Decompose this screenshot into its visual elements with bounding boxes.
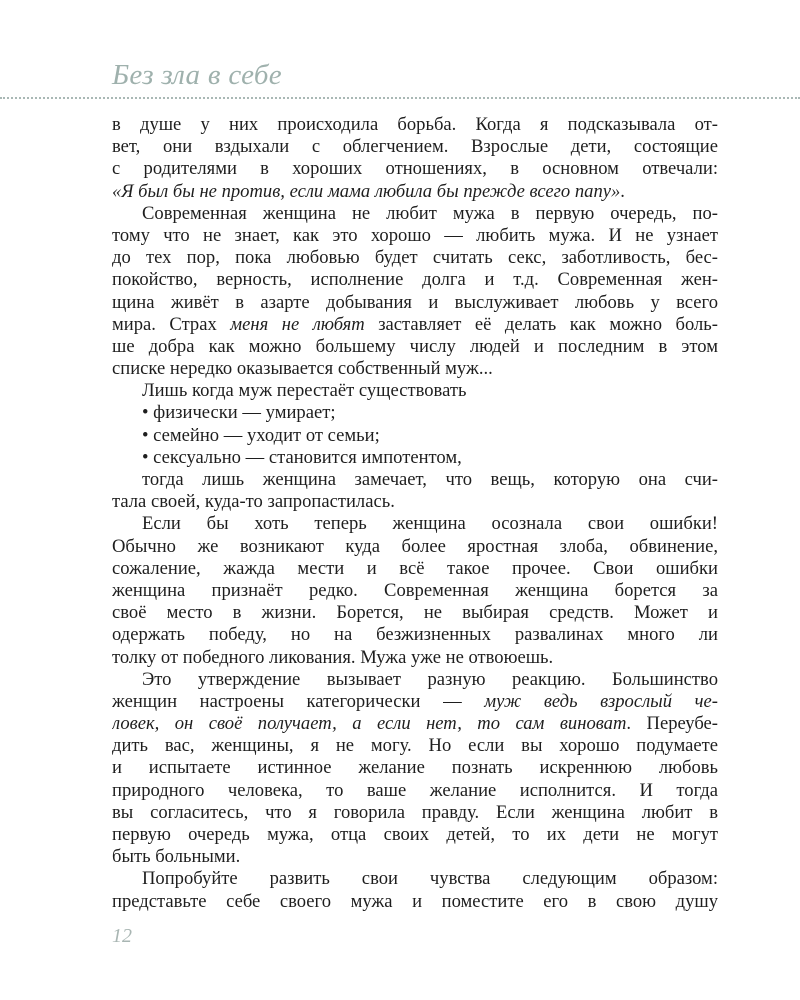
text-segment: тому что не знает, как это хорошо — любить мужа. И не узнает [112,224,718,246]
text-segment: женщина признаёт редко. Современная женщина борется за [112,579,718,601]
text-segment: Это утверждение вызывает разную реакцию. Большинство [142,668,718,690]
text-segment: представьте себе своего мужа и поместите его в свою душу [112,890,718,912]
dotted-divider [0,97,800,99]
page-number: 12 [112,925,132,947]
text-line [112,225,718,247]
text-segment: с родителями в хороших отношениях, в основном отвечали: [112,158,718,180]
text-segment: • сексуально — становится импотентом, [142,446,462,468]
text-line [112,802,718,824]
text-line [112,447,718,469]
text-line [112,602,718,624]
italic-text: муж ведь взрослый че- [484,690,718,712]
text-segment: толку от победного ликования. Мужа уже не отвоюешь. [112,646,554,668]
text-segment: списке нередко оказывается собственный муж... [112,358,493,380]
text-line [112,580,718,602]
text-segment: сожаление, жажда мести и всё такое прочее. Свои ошибки [112,557,718,579]
text-line [112,713,718,735]
text-line [112,269,718,291]
text-line [112,247,718,269]
text-segment: дить вас, женщины, я не могу. Но если вы хорошо подумаете [112,735,718,757]
body-text [112,114,718,913]
text-line [112,846,718,868]
text-segment: до тех пор, пока любовью будет считать секс, заботливость, бес- [112,247,718,269]
text-segment: в душе у них происходила борьба. Когда я подсказывала от- [112,114,718,135]
text-segment: • семейно — уходит от семьи; [142,424,380,446]
running-head-title: Без зла в себе [112,59,282,91]
text-line [112,380,718,402]
text-line [112,158,718,180]
text-segment: . Переубе- [626,713,718,735]
text-line [112,669,718,691]
text-line [112,891,718,913]
text-line [112,491,718,513]
text-line [112,757,718,779]
text-line [112,292,718,314]
italic-text: ловек, он своё получает, а если нет, то сам виноват [112,713,627,735]
text-line [112,314,718,336]
text-line [112,136,718,158]
text-segment: женщин настроены категорически — [112,690,485,712]
text-line [112,824,718,846]
text-segment: Попробуйте развить свои чувства следующим образом: [142,868,718,890]
text-line [112,868,718,890]
text-segment: щина живёт в азарте добывания и выслуживает любовь у всего [112,291,718,313]
text-line [112,336,718,358]
text-segment: вы согласитесь, что я говорила правду. Если женщина любит в [112,801,718,823]
text-segment: • физически — умирает; [142,402,336,424]
text-line [112,203,718,225]
text-line [112,691,718,713]
text-segment: тогда лишь женщина замечает, что вещь, которую она счи- [142,469,718,490]
text-segment: Современная женщина не любит мужа в первую очередь, по- [142,202,718,224]
text-line [112,469,718,491]
text-segment: первую очередь мужа, отца своих детей, то их дети не могут [112,824,718,845]
text-segment: Лишь когда муж перестаёт существовать [142,380,467,402]
text-segment: ше добра как можно большему числу людей и последним в этом [112,335,718,357]
text-line [112,735,718,757]
text-segment: Если бы хоть теперь женщина осознала свои ошибки! [142,513,718,535]
text-segment: покойство, верность, исполнение долга и т.д. Современная жен- [112,269,718,291]
text-segment: мира. Страх [112,313,231,335]
text-line [112,536,718,558]
text-line [112,647,718,669]
text-segment: одержать победу, но на безжизненных развалинах много ли [112,624,718,646]
text-segment: тала своей, куда-то запропастилась. [112,491,395,513]
italic-text: меня не любят [230,313,365,335]
text-segment: и испытаете истинное желание познать искреннюю любовь [112,757,718,779]
text-line [112,513,718,535]
text-line [112,181,718,203]
text-line [112,358,718,380]
text-line [112,780,718,802]
text-line [112,114,718,136]
text-line [112,402,718,424]
text-segment: вет, они вздыхали с облегчением. Взрослые дети, состоящие [112,136,718,158]
text-segment: Обычно же возникают куда более яростная злоба, обвинение, [112,535,718,557]
text-segment: своё место в жизни. Борется, не выбирая средств. Может и [112,602,718,624]
text-line [112,624,718,646]
text-segment: природного человека, то ваше желание исполнится. И тогда [112,779,718,801]
text-segment: заставляет её делать как можно боль- [364,313,718,335]
text-line [112,558,718,580]
text-segment: . [620,180,625,202]
text-segment: быть больными. [112,846,241,868]
text-line [112,425,718,447]
italic-text: «Я был бы не против, если мама любила бы прежде всего папу» [112,180,621,202]
